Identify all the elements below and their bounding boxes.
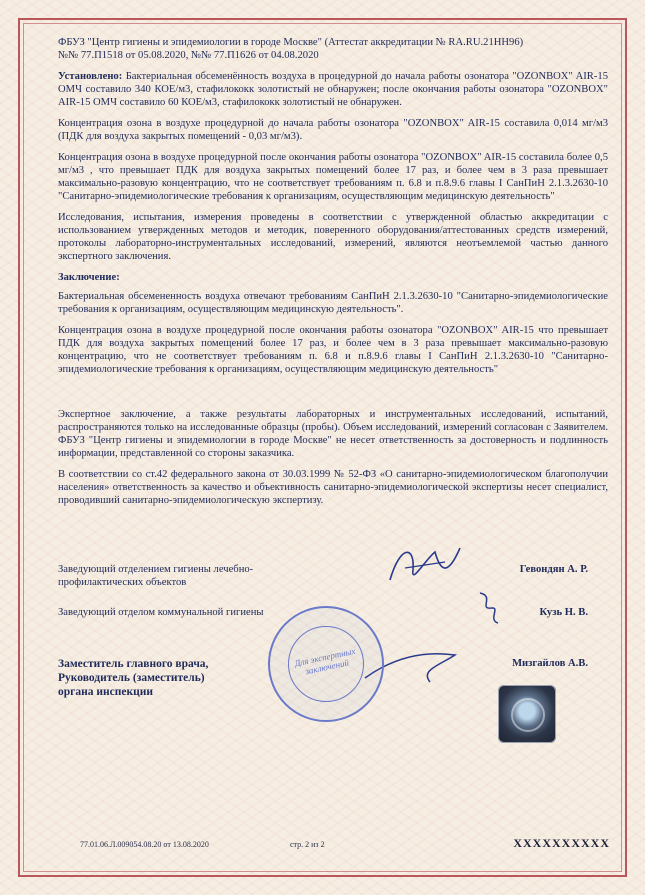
header <box>58 36 608 62</box>
footer-serial-number: XXXXXXXXXX <box>513 836 610 850</box>
signatory-name: Кузь Н. В. <box>539 607 588 618</box>
official-stamp <box>268 606 384 722</box>
handwritten-signature <box>470 588 510 628</box>
signatory-title: Заведующий отделением гигиены лечебно-профилактических объектов <box>58 564 254 588</box>
hologram-seal-icon <box>498 685 556 743</box>
signatory-title: Заведующий отделом коммунальной гигиены <box>58 607 264 618</box>
established-label: Установлено: <box>58 71 123 82</box>
signatory-name: Гевондян А. Р. <box>519 564 588 575</box>
ozone-after-paragraph: Концентрация озона в воздухе процедурной после окончания работы озонатора "OZONBOX" AIR-15 составила более 0,5 мг/м3 , что превышает ПДК для воздуха закрытых помещений более 17 раз, и более чем в 3 раза превышает максимально-разовую концентрацию, что не соответствует требованиям п. 6.8 и п.8.9.6 главы I СанПиН 2.1.3.2630-10 "Санитарно-эпидемиологические требования к организациям, осуществляющим медицинскую деятельность" <box>58 152 608 202</box>
document-body <box>58 36 608 515</box>
ozone-before-paragraph: Концентрация озона в воздухе процедурной до начала работы озонатора "OZONBOX" AIR-15 составила 0,014 мг/м3 (ПДК для воздуха закрытых помещений - 0,03 мг/м3). <box>58 118 608 142</box>
conclusion-paragraph-2: Концентрация озона в воздухе процедурной после окончания работы озонатора "OZONBOX" AIR-15 что превышает ПДК для воздуха закрытых помещений более 17 раз, и более чем в 3 раза превышает максимально-разовую концентрацию, что не соответствует требованиям п. 6.8 и п.8.9.6 главы I СанПиН 2.1.3.2630-10 "Санитарно-эпидемиологические требования к организациям, осуществляющим медицинскую деятельность" <box>58 325 608 375</box>
footer-page-number: стр. 2 из 2 <box>290 840 325 849</box>
handwritten-signature <box>385 540 465 590</box>
accreditation-paragraph: Исследования, испытания, измерения проведены в соответствии с утвержденной областью аккредитации с использованием утвержденных методов и методик, поверенного оборудования/аттестованных средств измерений, протоколы лабораторно-инструментальных исследований, измерений, являются неотъемлемой частью данного экспертного заключения. <box>58 212 608 262</box>
conclusion-paragraph-1: Бактериальная обсемененность воздуха отвечают требованиям СанПиН 2.1.3.2630-10 "Санитарно-эпидемиологические требования к организациям, осуществляющим медицинскую деятельность". <box>58 291 608 315</box>
stamp-text: Для экспертных заключений <box>293 645 357 677</box>
established-text: Бактериальная обсеменённость воздуха в процедурной до начала работы озонатора "OZONBOX" AIR-15 ОМЧ составило 340 КОЕ/м3, стафилококк золотистый не обнаружен; после окончания работы озонатора "OZONBOX" AIR-15 ОМЧ составило 60 КОЕ/м3, стафилококк золотистый не обнаружен. <box>58 71 608 108</box>
deputy-title-line: органа инспекции <box>58 686 153 698</box>
header-org-line: ФБУЗ "Центр гигиены и эпидемиологии в городе Москве" (Аттестат аккредитации № RA.RU.21НН96) <box>58 37 524 48</box>
disclaimer-paragraph-1: Экспертное заключение, а также результаты лабораторных и инструментальных исследований, испытаний, распространяются только на исследованные образцы (пробы). Объем исследований, измерений согласован с Заявителем. ФБУЗ "Центр гигиены и эпидемиологии в городе Москве" не несет ответственность за достоверность и подлинность информации, представленной со стороны заказчика. <box>58 409 608 459</box>
disclaimer-paragraph-2: В соответствии со ст.42 федерального закона от 30.03.1999 № 52-ФЗ «О санитарно-эпидемиологическом благополучии населения» ответственность за качество и объективность санитарно-эпидемиологической экспертизы несет специалист, проводивший санитарно-эпидемиологическую экспертизу. <box>58 469 608 506</box>
deputy-title-line: Руководитель (заместитель) <box>58 672 205 684</box>
conclusion-label: Заключение: <box>58 272 120 283</box>
footer-doc-number: 77.01.06.Л.009054.08.20 от 13.08.2020 <box>80 840 209 849</box>
header-numbers-line: №№ 77.П1518 от 05.08.2020, №№ 77.П1626 от 04.08.2020 <box>58 50 319 61</box>
signatory-name: Мизгайлов А.В. <box>512 658 588 669</box>
deputy-title-line: Заместитель главного врача, <box>58 658 209 670</box>
established-paragraph <box>58 70 608 109</box>
